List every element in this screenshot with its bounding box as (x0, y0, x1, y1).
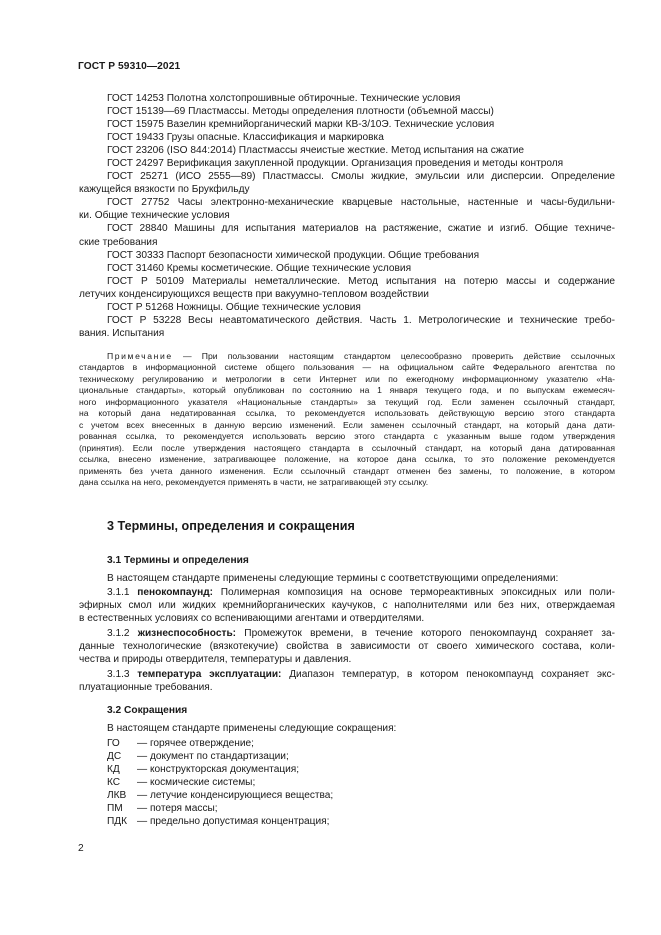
term-number: 3.1.2 (107, 628, 138, 639)
term-line (79, 668, 615, 681)
reference-text: ГОСТ 19433 Грузы опасные. Классификация и маркировка (107, 132, 384, 144)
reference-text: ГОСТ 27752 Часы электронно-механические кварцевые настольные, настенные и часы-будильни- (107, 197, 615, 209)
note-line: ссылка, внесено изменение, затрагивающее положение, на которое дана ссылка, то это положение рекомендуется (79, 454, 615, 465)
term-definition: Полимерная композиция на основе термореактивных эпоксидных или поли- (213, 587, 615, 598)
reference-text: ГОСТ Р 51268 Ножницы. Общие технические условия (107, 301, 361, 313)
abbreviation-item (107, 763, 333, 776)
abbreviation-item (107, 750, 333, 763)
reference-text: ГОСТ 31460 Кремы косметические. Общие технические условия (107, 262, 412, 274)
reference-item (107, 262, 615, 275)
term-line: чества и природы отвердителя, температуры и давления. (79, 654, 352, 666)
note-line: стандартов в информационной системе общего пользования — на официальном сайте Федерального агентства по (79, 362, 615, 373)
abbreviation-code: КС (107, 777, 121, 789)
reference-text: ГОСТ 28840 Машины для испытания материалов на растяжение, сжатие и изгиб. Общие техниче- (107, 223, 615, 235)
abbr-intro (79, 722, 615, 735)
note-line: рованная ссылка, то рекомендуется использовать версию этого стандарта с указанным выше годом утверждения (79, 431, 615, 442)
abbr-intro-text: В настоящем стандарте применены следующие сокращения: (107, 723, 397, 734)
term-line (79, 627, 615, 640)
abbreviation-desc: — предельно допустимая концентрация; (137, 816, 330, 828)
reference-item (79, 314, 615, 340)
term-line (79, 586, 615, 599)
note-label: Примечание (107, 351, 173, 361)
abbreviation-desc: — конструкторская документация; (137, 764, 300, 776)
note-line: (принятия). Если после утверждения настоящего стандарта в ссылочный стандарт, на который дана датированная (79, 442, 615, 453)
reference-item (107, 157, 615, 170)
term-name: жизнеспособность: (137, 628, 237, 639)
reference-text: ГОСТ 24297 Верификация закупленной продукции. Организация проведения и методы контроля (107, 158, 564, 170)
abbreviation-desc: — документ по стандартизации; (137, 751, 289, 763)
note-line: техническому регулированию и метрологии в сети Интернет или по ежегодному информационному указателю «На- (79, 373, 615, 384)
abbreviation-code: ПДК (107, 816, 128, 828)
reference-text-cont: вания. Испытания (79, 327, 165, 339)
term-definition: Диапазон температур, в котором пенокомпаунд сохраняет экс- (281, 669, 615, 680)
note-line (107, 351, 615, 362)
abbreviation-item (107, 815, 333, 828)
reference-text: ГОСТ 15975 Вазелин кремнийорганический марки КВ-3/10Э. Технические условия (107, 119, 495, 131)
reference-item (107, 92, 615, 105)
term-name: пенокомпаунд: (137, 587, 214, 598)
abbreviation-desc: — потеря массы; (137, 803, 218, 815)
abbreviation-code: ГО (107, 738, 120, 749)
reference-item (107, 118, 615, 131)
terms-intro (79, 572, 615, 585)
reference-text: ГОСТ Р 53228 Весы неавтоматического действия. Часть 1. Метрологические и технические требо- (107, 314, 615, 326)
term-number: 3.1.3 (107, 669, 138, 680)
abbreviation-code: ЛКВ (107, 790, 127, 802)
note-line: ного информационного указателя «Национальные стандарты» за текущий год. Если заменен ссылочный стандарт, (79, 396, 615, 407)
references-list (79, 92, 615, 340)
subsection-3-1-title: 3.1 Термины и определения (107, 555, 249, 566)
abbreviation-desc: — горячее отверждение; (137, 738, 254, 749)
reference-item (107, 249, 615, 262)
term-3-1-3 (79, 668, 615, 694)
reference-text-cont: кажущейся вязкости по Брукфильду (79, 184, 250, 196)
reference-item (107, 301, 615, 314)
reference-item (79, 222, 615, 248)
abbreviation-item (107, 776, 333, 789)
reference-item (79, 275, 615, 301)
term-number: 3.1.1 (107, 587, 138, 598)
note-line: циональные стандарты», который опубликован по состоянию на 1 января текущего года, и по выпускам ежемесяч- (79, 385, 615, 396)
note-block (79, 351, 615, 488)
section-3-title: 3 Термины, определения и сокращения (107, 519, 355, 533)
reference-item (107, 144, 615, 157)
reference-text: ГОСТ 25271 (ИСО 2555—89) Пластмассы. Смолы жидкие, эмульсии или дисперсии. Определение (107, 171, 615, 183)
reference-text: ГОСТ 15139—69 Пластмассы. Методы определения плотности (объемной массы) (107, 106, 494, 118)
note-line: применять без учета данного изменения. Если ссылочный стандарт отменен без замены, то положение, в котором (79, 465, 615, 476)
reference-text-cont: ские требования (79, 236, 158, 248)
page-number: 2 (78, 843, 84, 854)
note-text: — При пользовании настоящим стандартом целесообразно проверить действие ссылочных (172, 351, 615, 361)
term-name: температура эксплуатации: (137, 669, 282, 680)
note-line: на который дана недатированная ссылка, то рекомендуется использовать действующую версию этого стандарта (79, 408, 615, 419)
term-3-1-2 (79, 627, 615, 666)
abbreviation-code: ПМ (107, 803, 123, 815)
reference-item (79, 196, 615, 222)
reference-item (107, 105, 615, 118)
reference-text-cont: ки. Общие технические условия (79, 210, 230, 222)
reference-item (107, 131, 615, 144)
reference-text: ГОСТ Р 50109 Материалы неметаллические. Метод испытания на потерю массы и содержание (107, 275, 615, 287)
terms-intro-text: В настоящем стандарте применены следующие термины с соответствующими определениями: (107, 573, 559, 584)
note-line: с учетом всех внесенных в данную версию изменений. Если заменен ссылочный стандарт, на который дана дати- (79, 419, 615, 430)
abbreviation-code: ДС (107, 751, 122, 763)
term-line: в естественных условиях со вспенивающими агентами и отвердителями. (79, 613, 425, 625)
abbreviations-list (107, 737, 333, 828)
abbreviation-item (107, 802, 333, 815)
reference-text: ГОСТ 14253 Полотна холстопрошивные обтирочные. Технические условия (107, 93, 461, 104)
abbreviation-desc: — летучие конденсирующиеся вещества; (137, 790, 334, 802)
reference-text: ГОСТ 30333 Паспорт безопасности химической продукции. Общие требования (107, 249, 480, 261)
term-line: эфирных смол или жидких кремнийорганических каучуков, с наполнителями или без них, отверждаемая (79, 600, 615, 612)
term-line: плуатационные требования. (79, 682, 213, 694)
abbreviation-item (107, 737, 333, 750)
document-header: ГОСТ Р 59310—2021 (78, 61, 181, 72)
subsection-3-2-title: 3.2 Сокращения (107, 705, 188, 716)
note-line: дана ссылка на него, рекомендуется применять в части, не затрагивающей эту ссылку. (79, 476, 429, 487)
term-line: данные технологические (вязкотекучие) свойства в зависимости от своего химического состава, коли- (79, 641, 615, 653)
reference-text-cont: летучих конденсирующихся веществ при вакуумно-тепловом воздействии (79, 288, 429, 300)
reference-text: ГОСТ 23206 (ISO 844:2014) Пластмассы ячеистые жесткие. Метод испытания на сжатие (107, 145, 524, 157)
term-definition: Промежуток времени, в течение которого пенокомпаунд сохраняет за- (236, 628, 615, 639)
abbreviation-code: КД (107, 764, 120, 776)
reference-item (79, 170, 615, 196)
abbreviation-desc: — космические системы; (137, 777, 256, 789)
term-3-1-1 (79, 586, 615, 625)
abbreviation-item (107, 789, 333, 802)
